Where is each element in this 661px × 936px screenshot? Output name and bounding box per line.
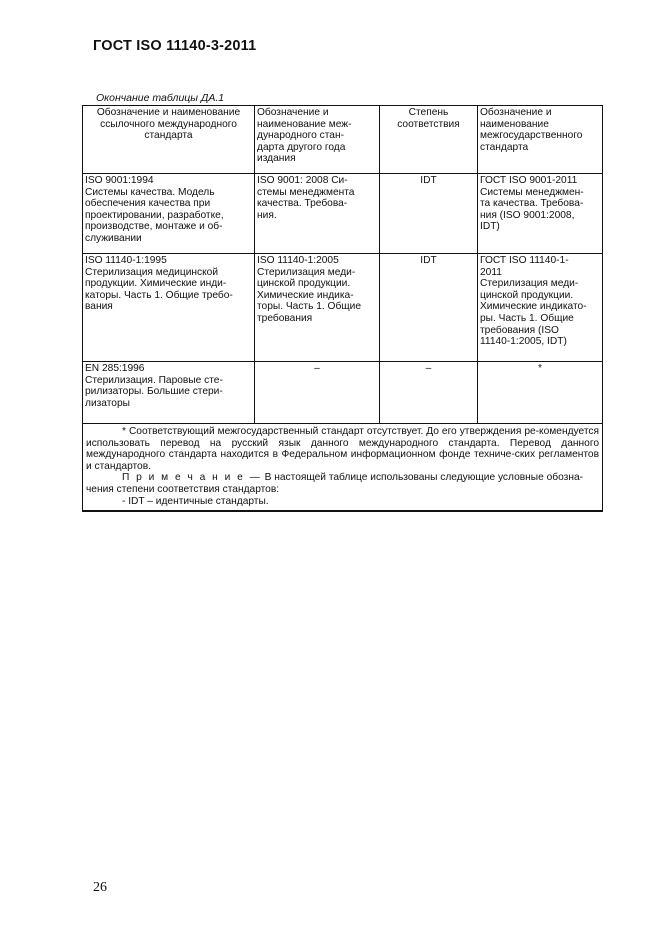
table-row: [83, 254, 603, 362]
table-notes-row: [83, 424, 603, 512]
remark-paragraph: [86, 472, 599, 495]
cell-other-edition: ISO 9001: 2008 Си- стемы менеджмента качества. Требова- ния.: [255, 174, 380, 254]
cell-ref-standard: ISO 11140-1:1995 Стерилизация медицинской продукции. Химические инди- каторы. Часть 1. Общие требо- вания: [83, 254, 255, 362]
table-row: [83, 362, 603, 424]
table-caption: Окончание таблицы ДА.1: [96, 92, 225, 104]
cell-other-edition: ISO 11140-1:2005 Стерилизация меди- цинской продукции. Химические индика- торы. Часть 1. Общие требования: [255, 254, 380, 362]
correspondence-table: [82, 105, 603, 512]
header-ref-standard: Обозначение и наименование ссылочного международного стандарта: [83, 106, 255, 174]
cell-interstate-standard: ГОСТ ISO 11140-1- 2011 Стерилизация меди- цинской продукции. Химические индикато- ры. Часть 1. Общие требования (ISO 11140-1:2005, IDT): [478, 254, 603, 362]
cell-degree: IDT: [380, 254, 478, 362]
page-number: 26: [93, 880, 107, 895]
remark-text: В настоящей таблице использованы следующие условные обозна-чения степени соответствия стандартов:: [86, 472, 584, 495]
header-other-edition: Обозначение и наименование меж- дународного стан- дарта другого года издания: [255, 106, 380, 174]
cell-interstate-standard: ГОСТ ISO 9001-2011 Системы менеджмен- та качества. Требова- ния (ISO 9001:2008, IDT): [478, 174, 603, 254]
cell-degree: –: [380, 362, 478, 424]
table-header-row: [83, 106, 603, 174]
footnote-text: * Соответствующий межгосударственный стандарт отсутствует. До его утверждения ре-комендуется использовать перевод на русский язык данного международного стандарта. Перевод данного международного стандарта находится в Федеральном информационном фонде техниче-ских регламентов и стандартов.: [86, 426, 599, 472]
idt-definition: - IDT – идентичные стандарты.: [122, 495, 269, 507]
notes-cell: [83, 424, 603, 512]
cell-ref-standard: EN 285:1996 Стерилизация. Паровые сте- рилизаторы. Большие стери- лизаторы: [83, 362, 255, 424]
header-degree: Степень соответствия: [380, 106, 478, 174]
table-row: [83, 174, 603, 254]
cell-ref-standard: ISO 9001:1994 Системы качества. Модель обеспечения качества при проектировании, разработке, производстве, монтаже и об- служивании: [83, 174, 255, 254]
header-interstate-standard: Обозначение и наименование межгосударственного стандарта: [478, 106, 603, 174]
remark-label: П р и м е ч а н и е —: [122, 472, 262, 484]
document-header: ГОСТ ISO 11140-3-2011: [93, 38, 257, 54]
cell-interstate-standard: *: [478, 362, 603, 424]
cell-other-edition: –: [255, 362, 380, 424]
cell-degree: IDT: [380, 174, 478, 254]
